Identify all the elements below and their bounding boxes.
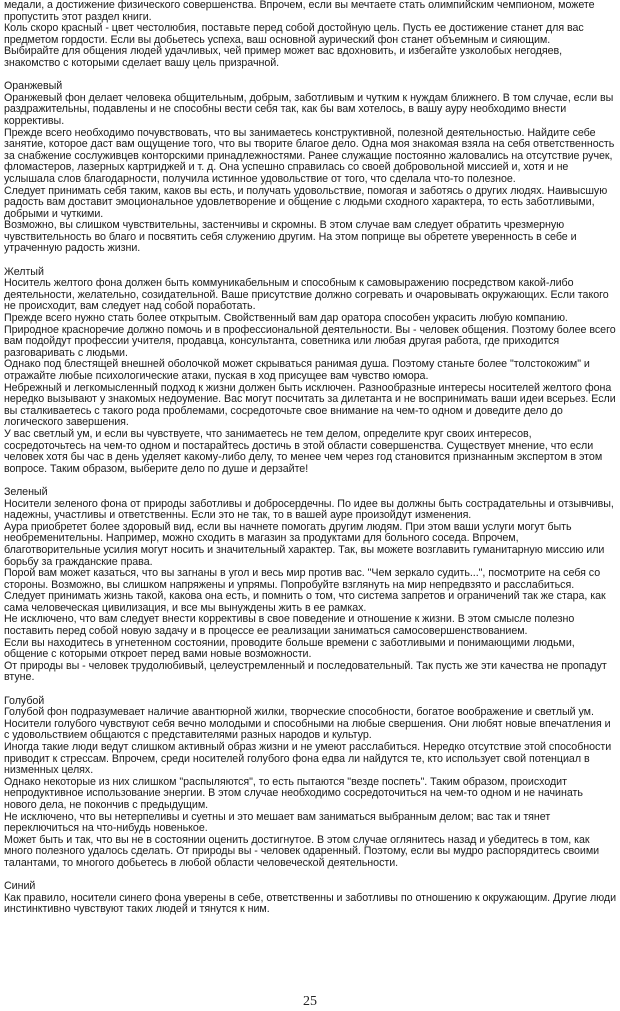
paragraph: Если вы находитесь в угнетенном состоянии, проводите больше времени с заботливыми и понимающими людьми, общение с которыми откроет перед вами новые возможности. — [4, 636, 575, 661]
paragraph: Выбирайте для общения людей удачливых, чей пример может вас вдохновить, и избегайте узколобых негодяев, знакомство с которыми сделает вашу цель призрачной. — [4, 45, 563, 69]
paragraph: Небрежный и легкомысленный подход к жизни должен быть исключен. Разнообразные интересы носителей желтого фона нередко вызывают у знакомых недоумение. Вас могут посчитать за дилетанта и не воспринимать ваши идеи всерьез. Если вы сталкиваетесь с такого рода проблемами, сосредоточьте свое внимание на чем-то одном и доведите дело до логического завершения. — [4, 381, 616, 429]
paragraph: У вас светлый ум, и если вы чувствуете, что занимаетесь не тем делом, определите круг своих интересов, сосредоточьтесь на чем-то одном и постарайтесь достичь в этой области совершенства. Существует мнение, что если человек хотя бы час в день уделяет какому-либо делу, то менее чем через год становится признанным экспертом в этом вопросе. Таким образом, выберите дело по душе и дерзайте! — [4, 427, 603, 475]
paragraph: Не исключено, что вы нетерпеливы и суетны и это мешает вам заниматься выбранным делом; вас так и тянет переключиться на что-нибудь новенькое. — [4, 810, 551, 835]
paragraph: Иногда такие люди ведут слишком активный образ жизни и не умеют расслабиться. Нередко отсутствие этой способности приводит к стрессам. Впрочем, среди носителей голубого фона едва ли найдутся те, кто использует свой потенциал в низменных целях. — [4, 741, 612, 777]
section-heading: Синий — [4, 880, 36, 893]
paragraph: Возможно, вы слишком чувствительны, застенчивы и скромны. В этом случае вам следует обратить чрезмерную чувствительность во благо и посвятить себя служению другим. На этом поприще вы обретете уверенность в себе и утраченную радость жизни. — [4, 219, 577, 255]
page-number: 25 — [303, 994, 317, 1009]
paragraph: Голубой фон подразумевает наличие авантюрной жилки, творческие способности, богатое воображение и светлый ум. — [4, 706, 594, 719]
intro-block — [4, 0, 616, 70]
paragraph: Оранжевый фон делает человека общительным, добрым, заботливым и чутким к нуждам ближнего. В том случае, если вы раздражительны, подавлены и не способны вести себя так, как бы вам хотелось, в вашу ауру необходимо внести коррективы. — [4, 91, 614, 127]
section-orange — [4, 81, 616, 255]
paragraph: От природы вы - человек трудолюбивый, целеустремленный и последовательный. Так пусть же эти качества не пропадут втуне. — [4, 659, 607, 684]
page-body — [4, 0, 616, 916]
paragraph: Носитель желтого фона должен быть коммуникабельным и способным к самовыражению посредством какой-либо деятельности, желательно, созидательной. Ваше присутствие должно согревать и очаровывать окружающих. Если такого не происходит, вам следует над собой поработать. — [4, 277, 609, 313]
section-heading: Желтый — [4, 265, 44, 278]
section-yellow — [4, 267, 616, 476]
paragraph: Как правило, носители синего фона уверены в себе, ответственны и заботливы по отношению к окружающим. Другие люди инстинктивно чувствуют таких людей и тянутся к ним. — [4, 891, 617, 916]
paragraph: Коль скоро красный - цвет честолюбия, поставьте перед собой достойную цель. Пусть ее достижение станет для вас предметом гордости. Если вы добьетесь успеха, ваш основной аурический фон станет объемным и сияющим. — [4, 22, 584, 46]
paragraph: Прежде всего нужно стать более открытым. Свойственный вам дар оратора способен украсить любую компанию. — [4, 312, 568, 325]
section-heading: Оранжевый — [4, 80, 63, 93]
paragraph: Однако некоторые из них слишком "распыляются", то есть пытаются "везде поспеть". Таким образом, происходит непродуктивное использование энергии. В этом случае необходимо сосредоточиться на чем-то одном и не начинать нового дела, не покончив с предыдущим. — [4, 775, 583, 811]
section-heading: Зеленый — [4, 485, 48, 498]
paragraph: Однако под блестящей внешней оболочкой может скрываться ранимая душа. Поэтому станьте более "толстокожим" и отражайте любые психологические атаки, пуская в ход присущее вам чувство юмора. — [4, 358, 590, 382]
section-green — [4, 487, 616, 684]
paragraph: Аура приобретет более здоровый вид, если вы начнете помогать другим людям. При этом ваши услуги могут быть необременительны. Например, можно сходить в магазин за продуктами для больного соседа. Впрочем, благотворительные усилия могут носить и значительный характер. Так, вы можете возглавить гуманитарную миссию или борьбу за гражданские права. — [4, 520, 605, 568]
paragraph: Природное красноречие должно помочь и в профессиональной деятельности. Вы - человек общения. Поэтому более всего вам подойдут профессии учителя, продавца, консультанта, советника или любая другая работа, где приходится разговаривать с людьми. — [4, 323, 616, 359]
paragraph: Не исключено, что вам следует внести коррективы в свое поведение и отношение к жизни. В этом смысле полезно поставить перед собой новую задачу и в процессе ее реализации заниматься самосовершенствованием. — [4, 613, 575, 638]
paragraph: Носители зеленого фона от природы заботливы и добросердечны. По идее вы должны быть сострадательны и отзывчивы, надежны, участливы и ответственны. Если это не так, то в вашей ауре произойдут изменения. — [4, 497, 614, 522]
paragraph: Прежде всего необходимо почувствовать, что вы занимаетесь конструктивной, полезной деятельностью. Найдите себе занятие, которое даст вам ощущение того, что вы творите благое дело. Одна моя знакомая взяла на себя ответственность за снабжение сослуживцев конторскими принадлежностями. Ранее служащие постоянно жаловались на отсутствие ручек, фломастеров, лазерных картриджей и т. д. Она успешно справилась со своей добровольной миссией и, хотя и не услышала слов благодарности, получила истинное удовольствие от того, что сделала что-то полезное. — [4, 126, 615, 185]
paragraph: Следует принимать себя таким, каков вы есть, и получать удовольствие, помогая и заботясь о других людях. Наивысшую радость вам доставит эмоциональное удовлетворение и общение с людьми сходного характера, то есть заботливыми, добрыми и чуткими. — [4, 184, 608, 220]
paragraph: Может быть и так, что вы не в состоянии оценить достигнутое. В этом случае оглянитесь назад и убедитесь в том, как много полезного удалось сделать. От природы вы - человек одаренный. Поэтому, если вы мудро распорядитесь своими талантами, то многого добьетесь в любой области человеческой деятельности. — [4, 833, 600, 869]
section-blue — [4, 881, 616, 916]
paragraph: Носители голубого чувствуют себя вечно молодыми и способными на любые свершения. Они любят новые впечатления и с удовольствием общаются с представителями разных народов и культур. — [4, 717, 611, 742]
paragraph: Порой вам может казаться, что вы загнаны в угол и весь мир против вас. "Чем зеркало судить...", посмотрите на себя со стороны. Возможно, вы слишком напряжены и упрямы. Попробуйте взглянуть на мир непредвзято и расслабиться. Следует принимать жизнь такой, какова она есть, и помнить о том, что система запретов и ограничений так же стара, как сама человеческая цивилизация, и все мы вынуждены жить в ее рамках. — [4, 567, 606, 614]
paragraph: медали, а достижение физического совершенства. Впрочем, если вы мечтаете стать олимпийским чемпионом, можете пропустить этот раздел книги. — [4, 0, 595, 23]
section-heading: Голубой — [4, 694, 45, 707]
section-light-blue — [4, 696, 616, 870]
